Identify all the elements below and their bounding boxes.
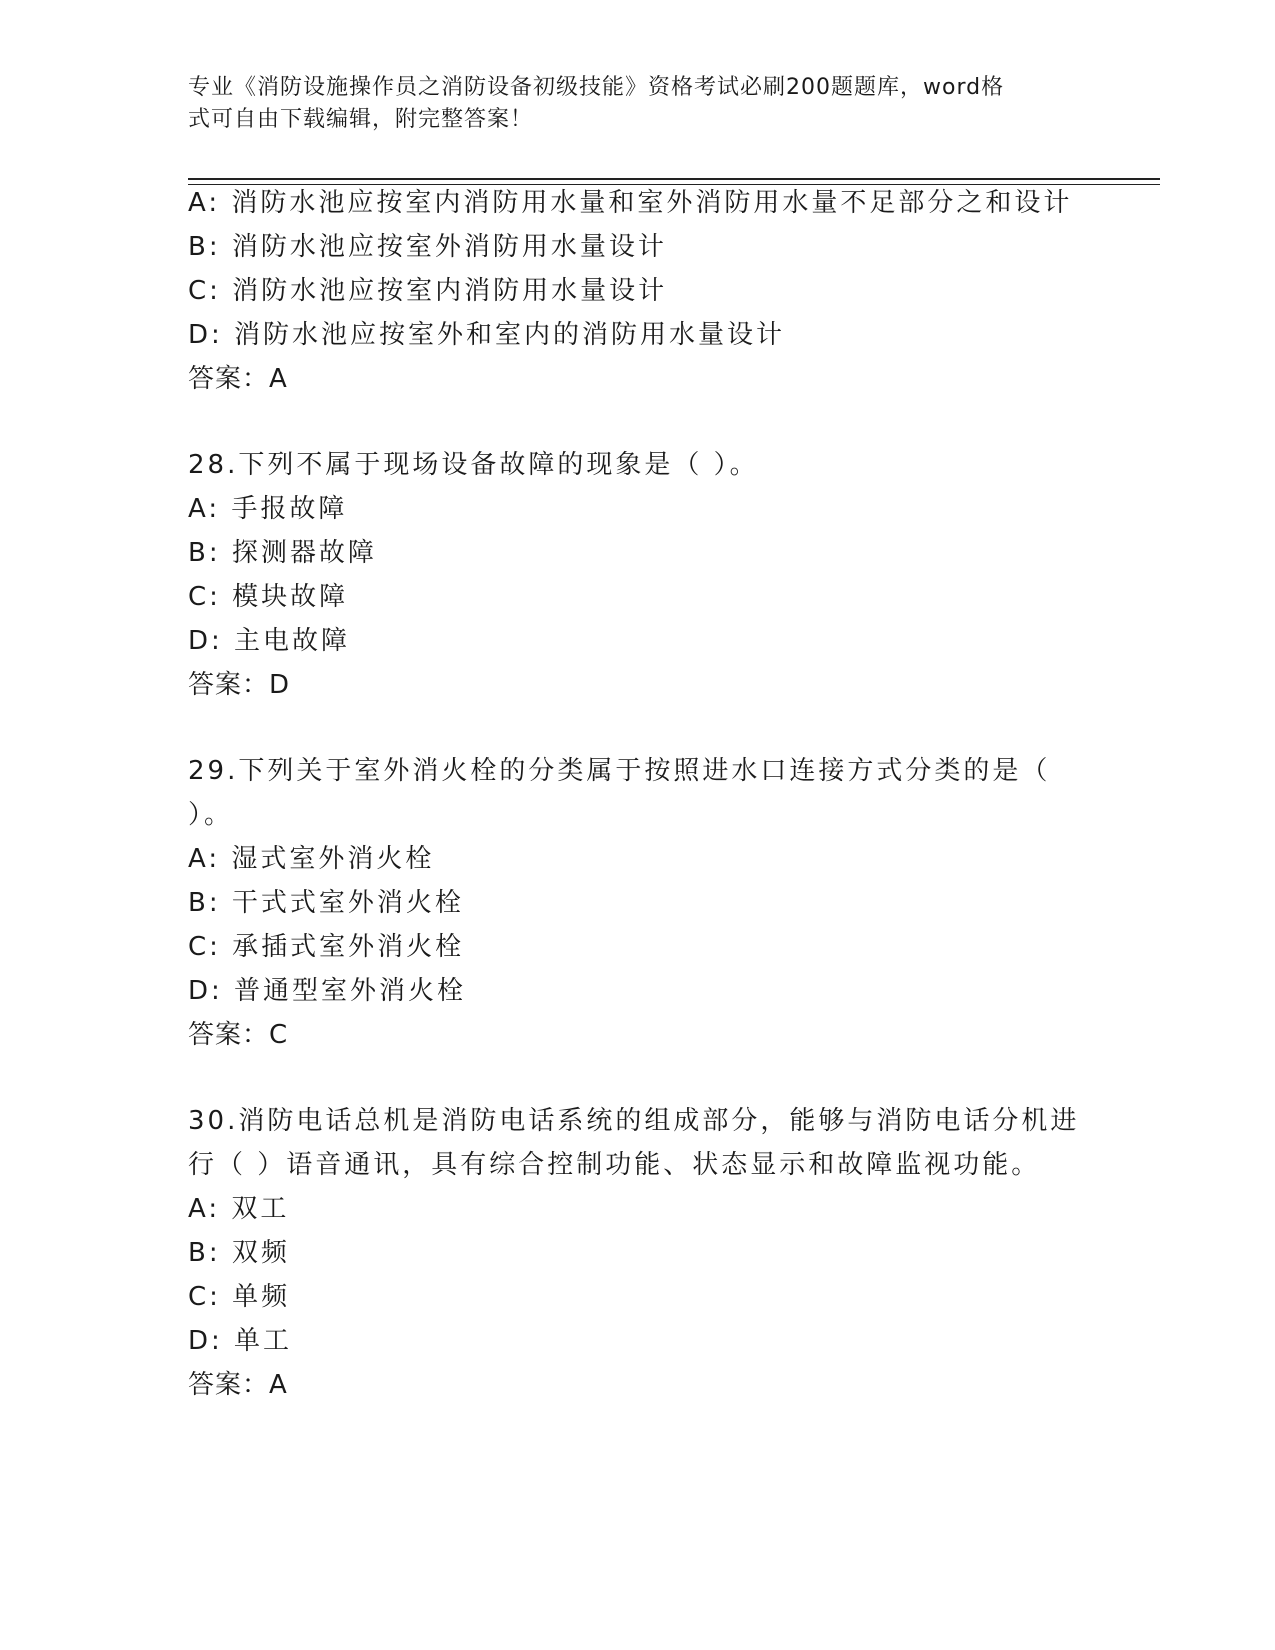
q27-option-b: B: 消防水池应按室外消防用水量设计 (188, 232, 667, 262)
q30-question-line-1: 30.消防电话总机是消防电话系统的组成部分，能够与消防电话分机进 (188, 1106, 1080, 1136)
q27-answer: 答案：A (188, 364, 288, 394)
q28-option-c: C: 模块故障 (188, 582, 349, 612)
q29-question-line-2: ）。 (188, 800, 234, 830)
q29-option-a: A: 湿式室外消火栓 (188, 844, 435, 874)
q30-option-d: D: 单工 (188, 1326, 293, 1356)
q30-answer: 答案：A (188, 1370, 288, 1400)
q27-option-a: A: 消防水池应按室内消防用水量和室外消防用水量不足部分之和设计 (188, 188, 1073, 218)
q27-option-c: C: 消防水池应按室内消防用水量设计 (188, 276, 668, 306)
header-divider-thick (188, 178, 1160, 180)
header-line-1: 专业《消防设施操作员之消防设备初级技能》资格考试必刷200题题库，word格 (188, 75, 1005, 100)
q30-option-c: C: 单频 (188, 1282, 291, 1312)
q29-option-c: C: 承插式室外消火栓 (188, 932, 465, 962)
q28-option-d: D: 主电故障 (188, 626, 351, 656)
q29-answer: 答案：C (188, 1020, 289, 1050)
q29-question-line-1: 29.下列关于室外消火栓的分类属于按照进水口连接方式分类的是（ (188, 756, 1051, 786)
document-header (188, 72, 1068, 136)
q30-option-a: A: 双工 (188, 1194, 290, 1224)
header-line-2: 式可自由下载编辑，附完整答案！ (188, 107, 534, 132)
q29-option-d: D: 普通型室外消火栓 (188, 976, 467, 1006)
q27-option-d: D: 消防水池应按室外和室内的消防用水量设计 (188, 320, 786, 350)
header-divider-thin (188, 184, 1160, 185)
q28-option-a: A: 手报故障 (188, 494, 348, 524)
q28-option-b: B: 探测器故障 (188, 538, 377, 568)
q28-question: 28.下列不属于现场设备故障的现象是（ ）。 (188, 450, 759, 480)
q28-answer: 答案：D (188, 670, 291, 700)
q29-option-b: B: 干式式室外消火栓 (188, 888, 464, 918)
q30-option-b: B: 双频 (188, 1238, 290, 1268)
q30-question-line-2: 行（ ）语音通讯，具有综合控制功能、状态显示和故障监视功能。 (188, 1150, 1041, 1180)
